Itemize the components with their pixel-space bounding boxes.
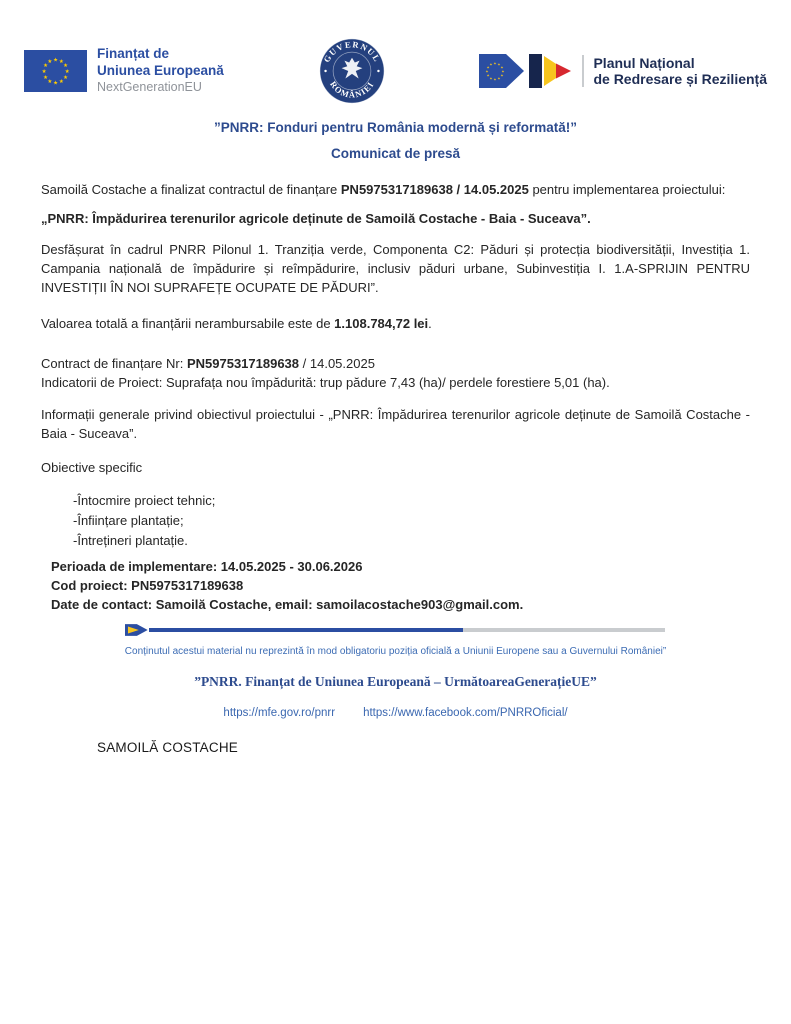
beneficiary-signature: SAMOILĂ COSTACHE xyxy=(97,739,238,755)
objective-item: -Întocmire proiect tehnic; xyxy=(73,492,216,508)
svg-text:★: ★ xyxy=(43,74,48,81)
svg-text:★: ★ xyxy=(63,74,68,81)
svg-text:★: ★ xyxy=(497,76,502,81)
footer-links xyxy=(0,707,791,719)
progress-bar-divider xyxy=(125,622,665,638)
svg-text:★: ★ xyxy=(493,61,498,66)
project-code: Cod proiect: PN5975317189638 xyxy=(51,578,244,594)
eu-logo-line2: Uniunea Europeană xyxy=(97,62,224,78)
funding-value-period: . xyxy=(428,315,432,331)
seal-text-bottom: ROMÂNIEI xyxy=(327,79,376,100)
svg-text:★: ★ xyxy=(47,58,53,65)
svg-text:★: ★ xyxy=(63,63,68,70)
implementation-period: Perioada de implementare: 14.05.2025 - 30.06.2026 xyxy=(51,559,363,575)
facebook-link[interactable]: https://www.facebook.com/PNRROficial/ xyxy=(363,706,568,719)
divider-gray-segment xyxy=(463,628,665,632)
divider-blue-segment xyxy=(149,628,463,632)
pnrr-logo-text xyxy=(582,55,767,87)
mfe-link[interactable]: https://mfe.gov.ro/pnrr xyxy=(223,706,336,719)
intro-text: Samoilă Costache a finalizat contractul de finanțare xyxy=(41,182,341,197)
project-title-quote: „PNRR: Împădurirea terenurilor agricole deținute de Samoilă Costache - Baia - Suceava”. xyxy=(41,210,591,226)
svg-text:★: ★ xyxy=(58,79,64,86)
svg-text:★: ★ xyxy=(486,65,491,70)
pnrr-logo-line2: de Redresare și Reziliență xyxy=(593,71,767,87)
svg-text:★: ★ xyxy=(486,73,491,78)
eu-flag-icon xyxy=(24,50,87,92)
framework-paragraph: Desfășurat în cadrul PNRR Pilonul 1. Tranziția verde, Componenta C2: Păduri și protecția biodiversității, Investiția 1. Campania națională de împădurire și reîmpădurire, inclusiv păduri urbane, Subinvestiția I. 1.A-SPRIJIN PENTRU INVESTIȚII ÎN NOI SUPRAFEȚE OCUPATE DE PĂDURI”. xyxy=(41,241,750,295)
eu-logo-line1: Finanțat de xyxy=(97,46,170,62)
contract-details xyxy=(41,355,750,393)
svg-text:★: ★ xyxy=(43,63,48,70)
svg-text:★: ★ xyxy=(53,80,58,87)
svg-text:★: ★ xyxy=(493,77,498,82)
funding-value-label: Valoarea totală a finanțării nerambursabile este de xyxy=(41,315,335,331)
pnrr-logo xyxy=(479,53,767,89)
eu-funding-statement: ”PNRR. Finanțat de Uniunea Europeană – UrmătoareaGenerațieUE” xyxy=(194,673,597,689)
pnrr-arrows-icon xyxy=(479,53,575,89)
svg-text:★: ★ xyxy=(489,76,494,81)
svg-text:★: ★ xyxy=(489,62,494,67)
contract-number-date: PN5975317189638 / 14.05.2025 xyxy=(340,182,529,197)
svg-text:★: ★ xyxy=(53,57,58,64)
document-subtitle: Comunicat de presă xyxy=(330,146,461,161)
svg-text:★: ★ xyxy=(47,79,53,86)
disclaimer-text: Conținutul acestui material nu reprezintă în mod obligatoriu poziția oficială a Uniunii Europene sau a Guvernului României” xyxy=(124,645,667,657)
svg-text:★: ★ xyxy=(500,73,505,78)
svg-text:★: ★ xyxy=(64,68,70,75)
objectives-heading: Obiective specific xyxy=(41,459,143,475)
mini-arrow-icon xyxy=(125,622,149,638)
pnrr-logo-line1: Planul Național xyxy=(593,54,695,71)
government-seal-icon xyxy=(318,37,386,105)
eu-funding-logo xyxy=(24,46,224,95)
svg-text:★: ★ xyxy=(497,62,502,67)
svg-text:★: ★ xyxy=(58,58,64,65)
eu-logo-text xyxy=(97,46,224,95)
contract-date: / 14.05.2025 xyxy=(299,355,375,371)
contract-number: PN5975317189638 xyxy=(186,355,300,371)
intro-text-end: pentru implementarea proiectului: xyxy=(528,182,726,197)
intro-paragraph xyxy=(41,181,750,200)
header-logos xyxy=(24,38,767,104)
objectives-list xyxy=(41,491,750,551)
svg-text:★: ★ xyxy=(485,69,490,74)
seal-text-top: GUVERNUL xyxy=(320,39,383,65)
objective-item: -Întrețineri plantație. xyxy=(73,532,188,548)
objective-item: -Înființare plantație; xyxy=(73,512,184,528)
contact-details: Date de contact: Samoilă Costache, email: samoilacostache903@gmail.com. xyxy=(51,597,524,613)
general-info-paragraph: Informații generale privind obiectivul proiectului - „PNRR: Împădurirea terenurilor agricole deținute de Samoilă Costache - Baia - Suceava”. xyxy=(41,406,750,441)
contract-label: Contract de finanțare Nr: xyxy=(41,355,187,371)
svg-text:★: ★ xyxy=(41,68,47,75)
svg-text:★: ★ xyxy=(500,65,505,70)
funding-value-amount: 1.108.784,72 lei xyxy=(334,315,429,331)
project-indicators: Indicatorii de Proiect: Suprafața nou împădurită: trup pădure 7,43 (ha)/ perdele forestiere 5,01 (ha). xyxy=(41,374,610,390)
project-summary-block xyxy=(41,558,750,615)
eu-logo-line3: NextGenerationEU xyxy=(97,80,202,95)
document-body xyxy=(41,181,750,615)
svg-text:★: ★ xyxy=(501,69,506,74)
funding-value-line xyxy=(41,315,750,334)
document-title: ”PNRR: Fonduri pentru România modernă și reformată!” xyxy=(213,120,578,135)
